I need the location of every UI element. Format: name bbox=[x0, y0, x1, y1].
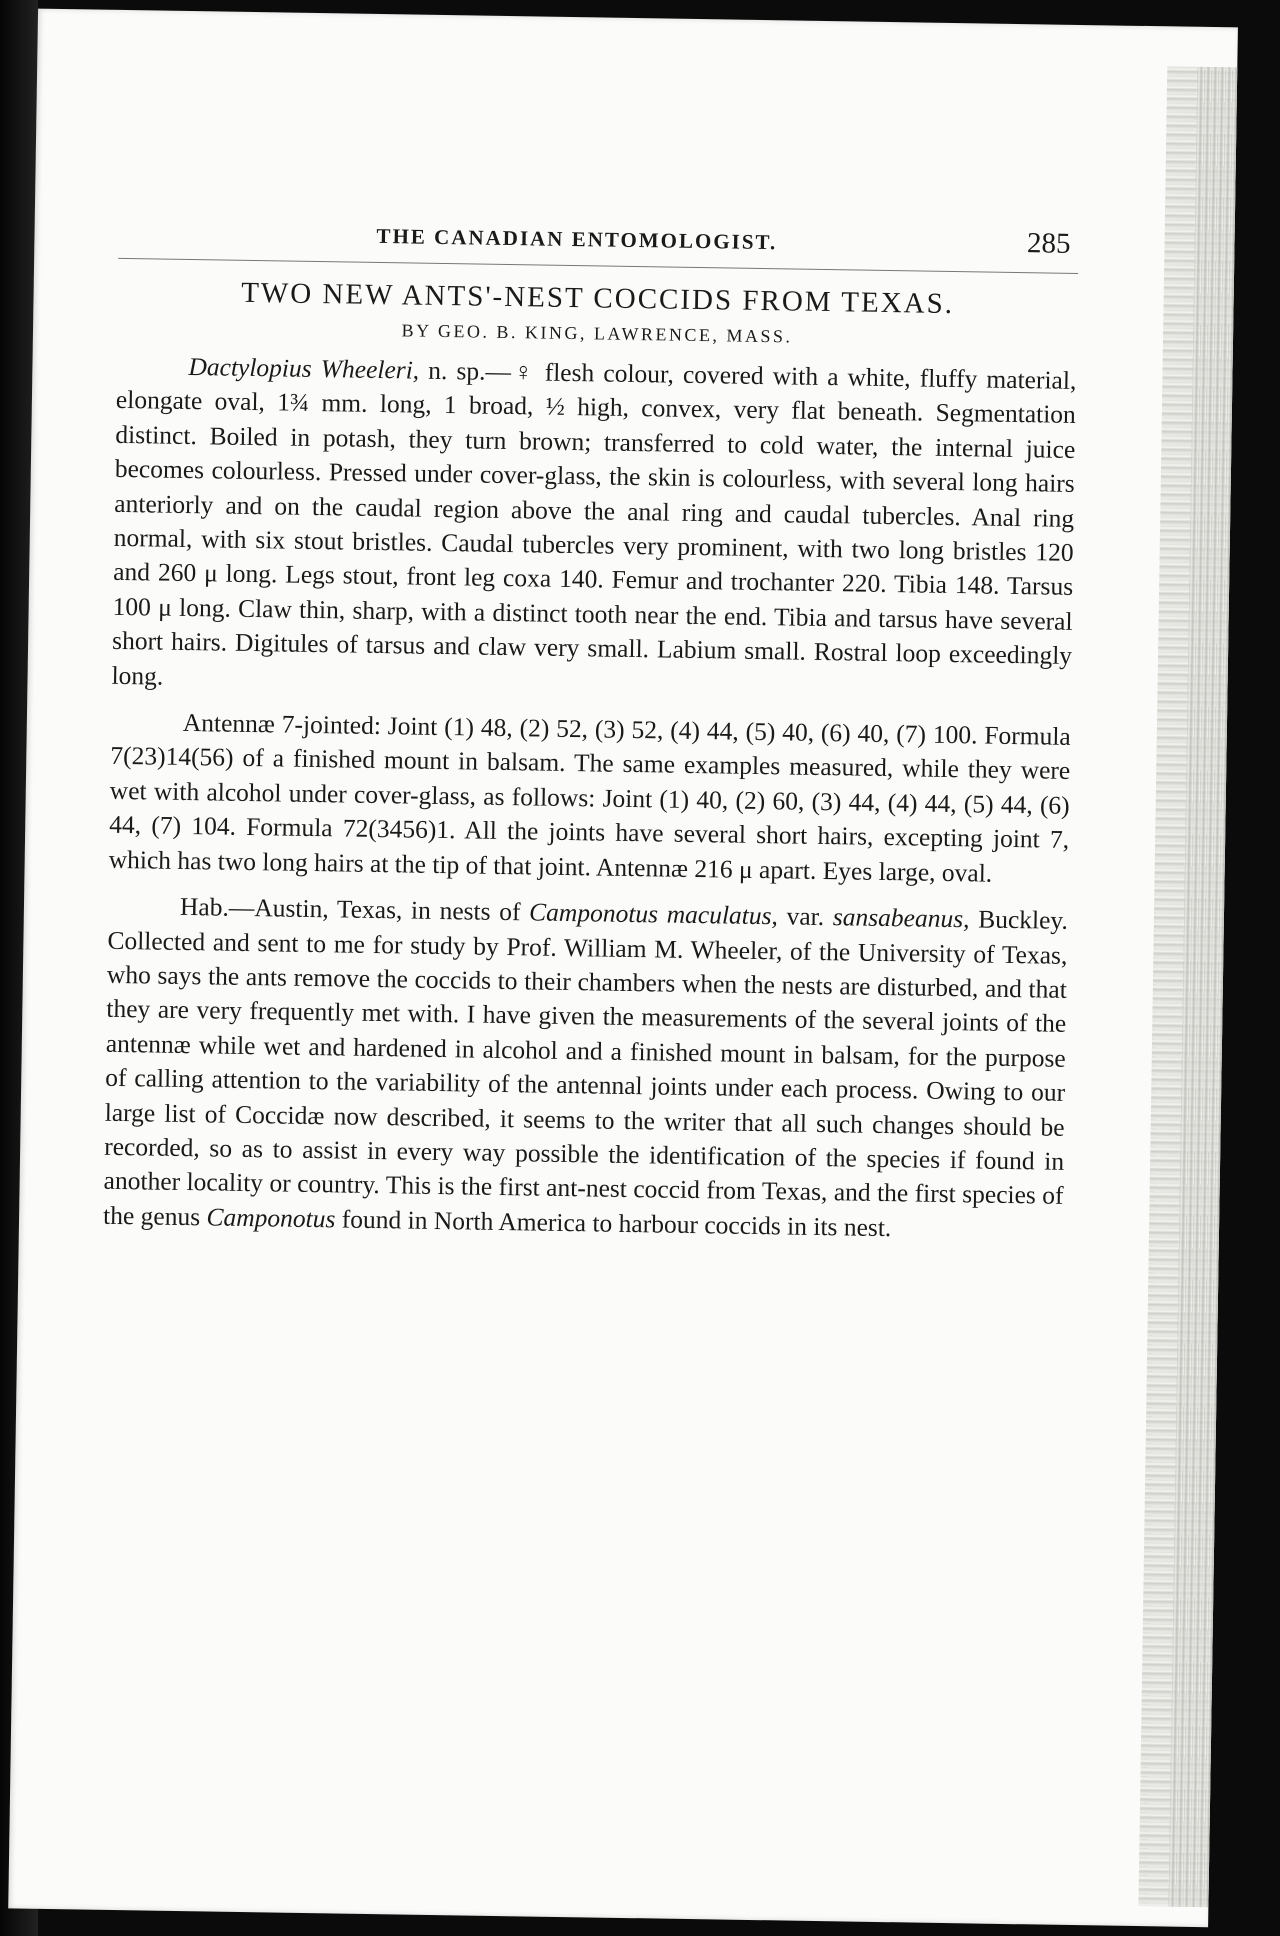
journal-page bbox=[8, 9, 1238, 1928]
description-text: n. sp.—♀ flesh colour, covered with a white, fluffy material, elongate oval, 1¾ mm. long, 1 broad, ½ high, convex, very flat beneath. Segmentation distinct. Boiled in potash, they turn brown; transferred to cold water, the internal juice becomes colourless. Pressed under cover-glass, the skin is colourless, with several long hairs anteriorly and on the caudal region above the anal ring and caudal tubercles. Anal ring normal, with six stout bristles. Caudal tubercles very prominent, with two long bristles 120 and 260 μ long. Legs stout, front leg coxa 140. Femur and trochanter 220. Tibia 148. Tarsus 100 μ long. Claw thin, sharp, with a distinct tooth near the end. Tibia and tarsus have several short hairs. Digitules of tarsus and claw very small. Labium small. Rostral loop exceedingly long. bbox=[111, 355, 1077, 691]
page-edge bbox=[1138, 66, 1237, 1907]
host-genus: Camponotus bbox=[206, 1202, 336, 1234]
host-variety: sansabeanus, bbox=[832, 902, 970, 934]
description-paragraph bbox=[111, 349, 1076, 708]
antennae-paragraph: Antennæ 7-jointed: Joint (1) 48, (2) 52, (3) 52, (4) 44, (5) 40, (6) 40, (7) 100. Formula 7(23)14(56) of a finished mount in balsam. The same examples measured, while they were wet with alcohol under cover-glass, as follows: Joint (1) 40, (2) 60, (3) 44, (4) 44, (5) 44, (6) 44, (7) 104. Formula 72(3456)1. All the joints have several short hairs, excepting joint 7, which has two long hairs at the tip of that joint. Antennæ 216 μ apart. Eyes large, oval. bbox=[108, 708, 1071, 888]
text-block bbox=[103, 210, 1079, 1248]
species-name: Dactylopius Wheeleri, bbox=[188, 351, 420, 385]
habitat-paragraph bbox=[103, 889, 1068, 1248]
running-head bbox=[118, 210, 1079, 265]
journal-title: THE CANADIAN ENTOMOLOGIST. bbox=[376, 223, 778, 255]
article-byline: BY GEO. B. KING, LAWRENCE, MASS. bbox=[401, 320, 793, 347]
habitat-text-a: Hab.—Austin, Texas, in nests of bbox=[179, 892, 530, 927]
habitat-text-c: var. bbox=[777, 901, 834, 932]
article-title: TWO NEW ANTS'-NEST COCCIDS FROM TEXAS. bbox=[240, 276, 955, 320]
habitat-text-e: Buckley. Collected and sent to me for study by Prof. William M. Wheeler, of the University of Texas, who says the ants remove the coccids to their chambers when the nests are disturbed, and that they are very frequently met with. I have given the measurements of the several joints of the antennæ while wet and hardened in alcohol and a finished mount in balsam, for the purpose of calling attention to the variability of the antennal joints under each process. Owing to our large list of Coccidæ now described, it seems to the writer that all such changes should be recorded, so as to assist in every way possible the identification of the species if found in another locality or country. This is the first ant-nest coccid from Texas, and the first species of the genus bbox=[102, 904, 1069, 1232]
habitat-text-g: found in North America to harbour coccids in its nest. bbox=[335, 1204, 892, 1242]
page-number: 285 bbox=[1026, 227, 1071, 260]
host-genus-species: Camponotus maculatus, bbox=[528, 897, 779, 931]
